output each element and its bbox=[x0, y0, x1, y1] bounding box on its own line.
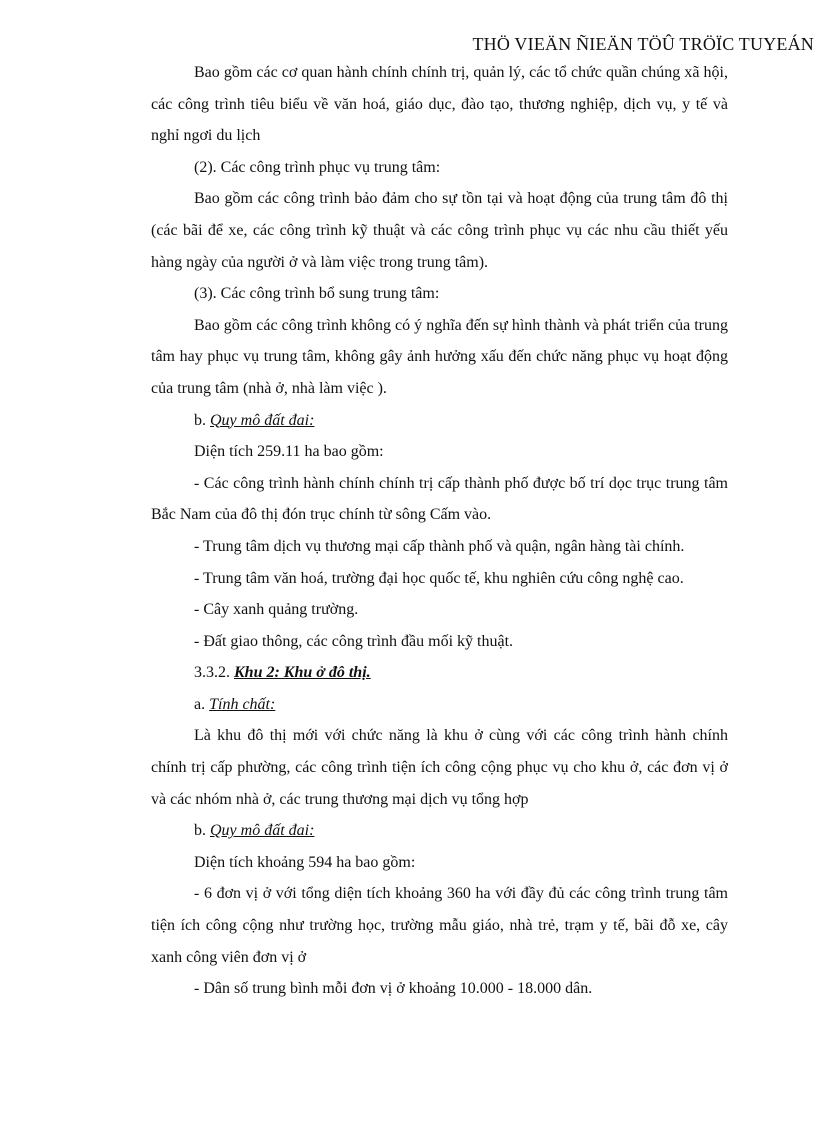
paragraph-area-1: Diện tích 259.11 ha bao gồm: bbox=[194, 443, 384, 461]
heading-prefix: 3.3.2. bbox=[194, 664, 234, 682]
heading-prefix: b. bbox=[194, 411, 210, 429]
heading-label: Quy mô đất đai: bbox=[210, 411, 315, 429]
heading-nature bbox=[151, 689, 728, 721]
heading-zone-2 bbox=[151, 657, 728, 689]
heading-prefix: b. bbox=[194, 822, 210, 840]
heading-label: Quy mô đất đai: bbox=[210, 822, 315, 840]
paragraph-area-2: Diện tích khoảng 594 ha bao gồm: bbox=[194, 853, 416, 871]
heading-land-scale-1 bbox=[151, 405, 728, 437]
list-item-culture-center: - Trung tâm văn hoá, trường đại học quốc tế, khu nghiên cứu công nghệ cao. bbox=[194, 569, 684, 587]
list-item-admin-works: - Các công trình hành chính chính trị cấp thành phố được bố trí dọc trục trung tâm Bắc Nam của đô thị đón trục chính từ sông Cấm vào. bbox=[151, 474, 728, 524]
paragraph-service-works: Bao gồm các công trình bảo đảm cho sự tồn tại và hoạt động của trung tâm đô thị (các bãi để xe, các công trình kỹ thuật và các công trình phục vụ các nhu cầu thiết yếu hàng ngày của người ở và làm việc trong trung tâm). bbox=[151, 190, 728, 271]
paragraph-zone-2-description: Là khu đô thị mới với chức năng là khu ở cùng với các công trình hành chính chính trị cấp phường, các công trình tiện ích công cộng phục vụ cho khu ở, các đơn vị ở và các nhóm nhà ở, các trung thương mại dịch vụ tổng hợp bbox=[151, 727, 728, 808]
list-item-transport: - Đất giao thông, các công trình đầu mối kỹ thuật. bbox=[194, 632, 514, 650]
heading-service-works: (2). Các công trình phục vụ trung tâm: bbox=[194, 158, 441, 176]
list-item-residential-units: - 6 đơn vị ở với tổng diện tích khoảng 360 ha với đầy đủ các công trình trung tâm tiện ích công cộng như trường học, trường mẫu giáo, nhà trẻ, trạm y tế, bãi đỗ xe, cây xanh công viên đơn vị ở bbox=[151, 885, 728, 966]
heading-prefix: a. bbox=[194, 695, 210, 713]
document-body bbox=[151, 57, 728, 1005]
list-item-population: - Dân số trung bình mỗi đơn vị ở khoảng 10.000 - 18.000 dân. bbox=[194, 980, 593, 998]
paragraph-supplementary-works: Bao gồm các công trình không có ý nghĩa đến sự hình thành và phát triển của trung tâm hay phục vụ trung tâm, không gây ảnh hưởng xấu đến chức năng phục vụ hoạt động của trung tâm (nhà ở, nhà làm việc ). bbox=[151, 316, 728, 397]
heading-supplementary-works: (3). Các công trình bổ sung trung tâm: bbox=[194, 285, 440, 303]
heading-label: Khu 2: Khu ở đô thị. bbox=[234, 664, 371, 682]
list-item-greenery: - Cây xanh quảng trường. bbox=[194, 601, 359, 619]
page-header: THÖ VIEÄN ÑIEÄN TÖÛ TRÖÏC TUYEÁN bbox=[472, 34, 814, 54]
paragraph-center-institutions: Bao gồm các cơ quan hành chính chính trị, quản lý, các tổ chức quần chúng xã hội, các công trình tiêu biểu về văn hoá, giáo dục, đào tạo, thương nghiệp, dịch vụ, y tế và nghỉ ngơi du lịch bbox=[151, 64, 728, 145]
list-item-commerce-center: - Trung tâm dịch vụ thương mại cấp thành phố và quận, ngân hàng tài chính. bbox=[194, 537, 685, 555]
heading-label: Tính chất: bbox=[209, 695, 276, 713]
heading-land-scale-2 bbox=[151, 815, 728, 847]
